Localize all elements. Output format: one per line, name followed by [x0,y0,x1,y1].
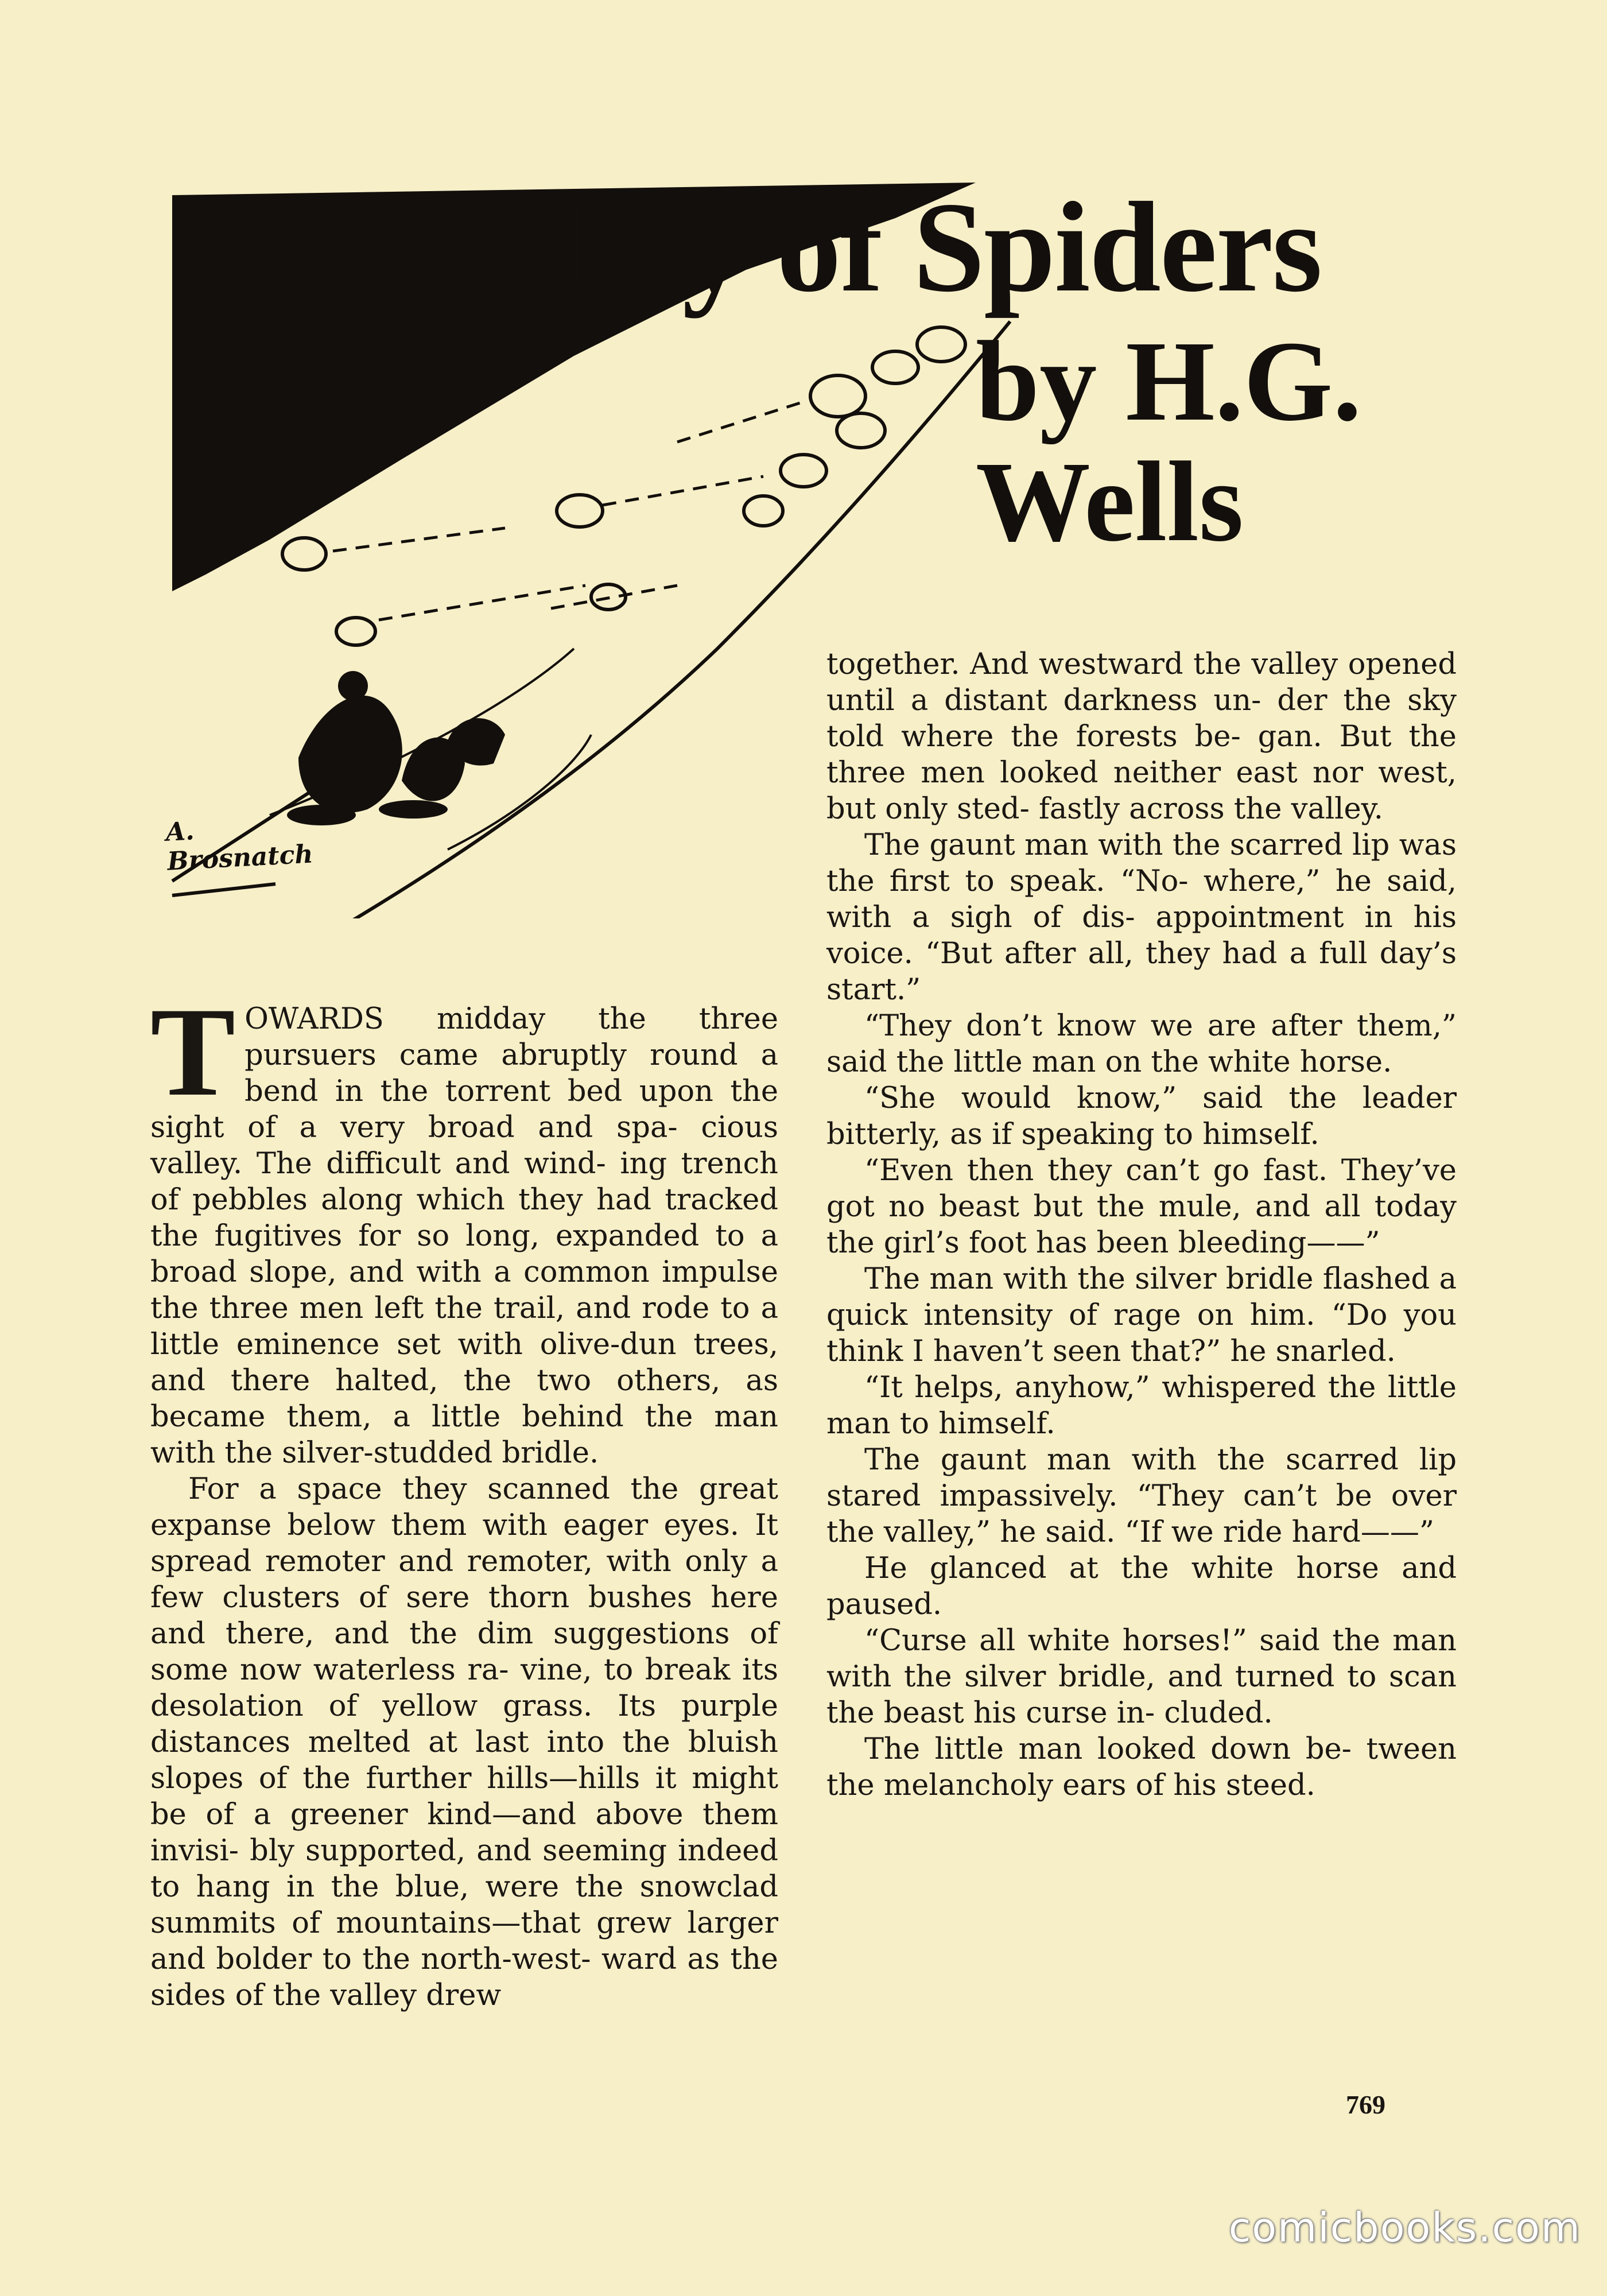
paragraph: The little man looked down be- tween the melancholy ears of his steed. [826,1732,1457,1802]
left-column [150,982,778,2014]
page-number: 769 [1346,2090,1385,2119]
paragraph: For a space they scanned the great expanse below them with eager eyes. It spread remoter and remoter, with only a few clusters of sere thorn bushes here and there, and the dim suggestions of some now waterless ra- vine, to break its desolation of yellow grass. Its purple distances melted at last into the bluish slopes of the further hills—hills it might be of a greener kind—and above them invisi- bly supported, and seeming indeed to hang in the blue, were the snowclad summits of mountains—that grew larger and bolder to the north-west- ward as the sides of the valley drew [150,1472,778,2012]
paragraph: The gaunt man with the scarred lip stared impassively. “They can’t be over the valley,” he said. “If we ride hard——” [826,1443,1457,1549]
drop-cap: T [150,982,236,1123]
opening-paragraph [150,982,778,1471]
byline [976,318,1435,565]
paragraph: The man with the silver bridle flashed a quick intensity of rage on him. “Do you think I haven’t seen that?” he snarled. [826,1262,1457,1368]
paragraph: The gaunt man with the scarred lip was the first to speak. “No- where,” he said, with a sigh of dis- appointment in his voice. “But after all, they had a full day’s start.” [826,828,1457,1007]
byline-author-name: Wells [976,439,1244,565]
paragraph: “They don’t know we are after them,” said the little man on the white horse. [826,1009,1457,1079]
continued-paragraph: together. And westward the valley opened until a distant darkness un- der the sky told where the forests be- gan. But the three men looked neither east nor west, but only sted- fastly across the valley. [826,647,1457,826]
paragraph: “Curse all white horses!” said the man with the silver bridle, and turned to scan the beast his curse in- cluded. [826,1624,1457,1730]
opening-paragraph-text: OWARDS midday the three pursuers came abruptly round a bend in the torrent bed upon the sight of a very broad and spa- cious valley. The difficult and wind- ing trench of pebbles along which they had tracked the fugitives for so long, expanded to a broad slope, and with a common impulse the three men left the trail, and rode to a little eminence set with olive-dun trees, and there halted, the two others, as became them, a little behind the man with the silver-studded bridle. [150,1002,778,1470]
paragraph: “Even then they can’t go fast. They’ve got no beast but the mule, and all today the girl’s foot has been bleeding——” [826,1154,1457,1260]
site-watermark: comicbooks.com [1228,2204,1581,2251]
illustrator-signature: A. Brosnatch [165,816,314,876]
story-title: The Valley of Spiders [172,175,1322,319]
paragraph: He glanced at the white horse and paused. [826,1552,1457,1622]
byline-by: by H.G. [976,318,1362,445]
paragraph: “She would know,” said the leader bitterly, as if speaking to himself. [826,1081,1457,1151]
right-column [826,646,1457,1804]
paragraph: “It helps, anyhow,” whispered the little man to himself. [826,1371,1457,1441]
